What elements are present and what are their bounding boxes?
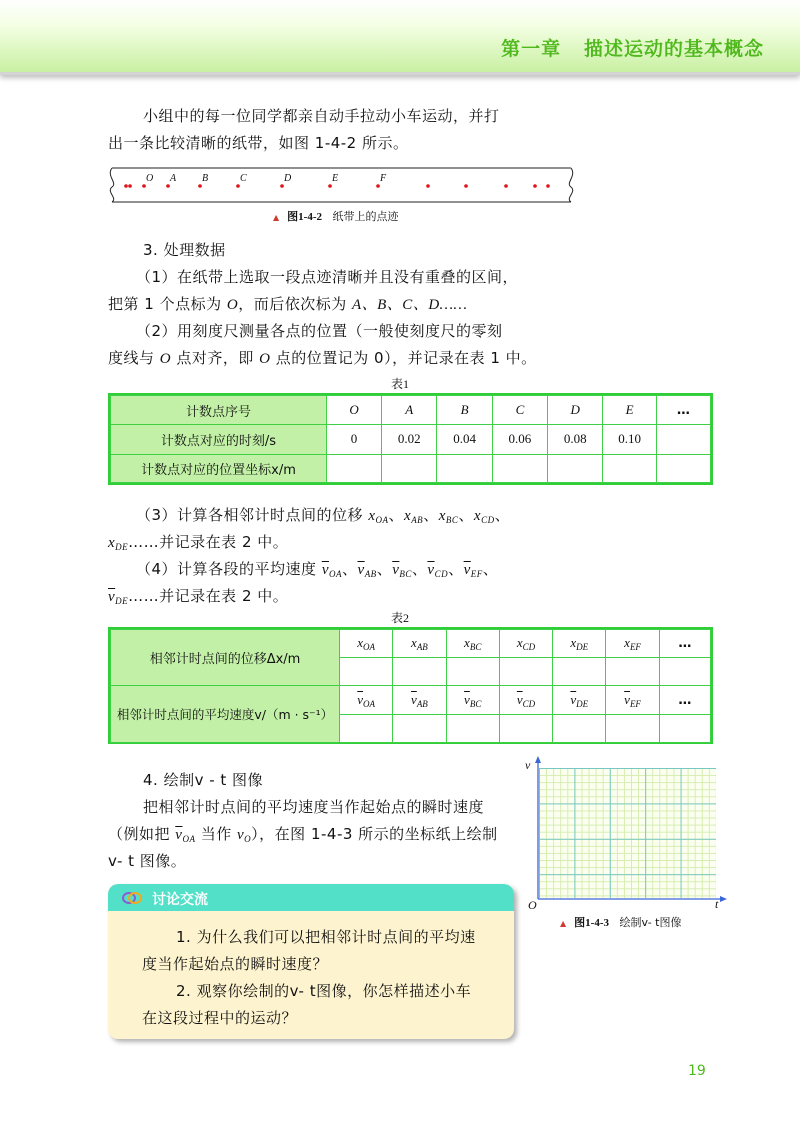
intro-line-1: 小组中的每一位同学都亲自动手拉动小车运动，并打 <box>143 107 500 125</box>
y-axis-label: v <box>525 758 531 772</box>
question-2-line-a: 2. 观察你绘制的v- t图像，你怎样描述小车 <box>176 982 472 1000</box>
page-header <box>0 0 800 75</box>
caption-number: 图1-4-3 <box>574 917 609 929</box>
figure-1-4-2-caption <box>273 208 398 224</box>
tape-dot <box>504 184 508 188</box>
step-3-3-line-a: （3）计算各相邻计时点间的位移 $x_{OA}$、$x_{AB}$、$x_{BC}$、$x_{CD}$、 <box>136 506 511 525</box>
tape-dot <box>124 184 128 188</box>
displacement-cell <box>393 658 446 686</box>
time-D: 0.08 <box>548 425 603 454</box>
displacement-cell <box>446 658 499 686</box>
x-axis-label: t <box>715 897 719 911</box>
chapter-name: 描述运动的基本概念 <box>583 38 764 60</box>
header-v-more: … <box>659 686 710 715</box>
origin-label: O <box>528 898 537 912</box>
tape-label-A: A <box>170 173 177 184</box>
triangle-marker-icon: ▲ <box>273 213 280 222</box>
discussion-title: 讨论交流 <box>152 892 208 908</box>
displacement-cell <box>499 658 552 686</box>
point-D: D <box>548 396 603 425</box>
step-4-line-1: 把相邻计时点间的平均速度当作起始点的瞬时速度 <box>143 798 485 816</box>
tape-label-O: O <box>146 173 154 184</box>
point-A: A <box>382 396 437 425</box>
velocity-cell <box>499 715 552 743</box>
position-cell <box>437 454 492 482</box>
tape-dot <box>142 184 146 188</box>
tape-dot <box>166 184 170 188</box>
time-E: 0.10 <box>603 425 656 454</box>
discussion-header <box>108 884 514 911</box>
question-1-line-b: 度当作起始点的瞬时速度？ <box>142 955 329 973</box>
tape-dot <box>546 184 550 188</box>
step-4-title: 4. 绘制v - t 图像 <box>143 771 264 789</box>
tape-dot <box>426 184 430 188</box>
tape-label-F: F <box>380 173 387 184</box>
caption-number: 图1-4-2 <box>287 211 322 223</box>
row-label-point-index: 计数点序号 <box>111 396 327 425</box>
figure-1-4-3-caption <box>560 914 681 930</box>
step-3-title: 3. 处理数据 <box>143 241 226 259</box>
header-v-OA: $\overline{v}_{OA}$ <box>340 686 393 715</box>
table-2 <box>108 627 713 744</box>
table-2-grid <box>110 629 711 743</box>
velocity-cell <box>340 715 393 743</box>
point-C: C <box>492 396 547 425</box>
displacement-cell <box>606 658 659 686</box>
velocity-cell <box>606 715 659 743</box>
table-1-title: 表1 <box>391 377 410 391</box>
graph-axes <box>522 756 727 912</box>
position-cell <box>327 454 382 482</box>
question-1-line-a: 1. 为什么我们可以把相邻计时点间的平均速 <box>176 928 476 946</box>
tape-label-B: B <box>202 173 209 184</box>
step-4-line-3: v- t 图像。 <box>108 852 187 870</box>
row-label-time: 计数点对应的时刻/s <box>111 425 327 454</box>
position-cell <box>382 454 437 482</box>
header-x-AB: $x_{AB}$ <box>393 630 446 658</box>
header-v-CD: $\overline{v}_{CD}$ <box>499 686 552 715</box>
header-v-DE: $\overline{v}_{DE}$ <box>553 686 606 715</box>
header-x-CD: $x_{CD}$ <box>499 630 552 658</box>
velocity-cell <box>393 715 446 743</box>
tape-label-D: D <box>284 173 292 184</box>
paper-tape-figure <box>108 165 578 207</box>
table-1-grid <box>110 395 711 483</box>
intro-line-2: 出一条比较清晰的纸带，如图 1-4-2 所示。 <box>108 134 409 152</box>
time-A: 0.02 <box>382 425 437 454</box>
velocity-cell <box>659 715 710 743</box>
step-3-2-line-a: （2）用刻度尺测量各点的位置（一般使刻度尺的零刻 <box>136 322 503 340</box>
position-cell <box>548 454 603 482</box>
velocity-cell <box>553 715 606 743</box>
tape-label-C: C <box>240 173 247 184</box>
step-3-1-line-a: （1）在纸带上选取一段点迹清晰并且没有重叠的区间， <box>136 268 519 286</box>
table-1 <box>108 393 713 485</box>
header-x-BC: $x_{BC}$ <box>446 630 499 658</box>
time-C: 0.06 <box>492 425 547 454</box>
tape-label-E: E <box>332 173 339 184</box>
position-cell <box>492 454 547 482</box>
step-3-1-line-b: 把第 1 个点标为 O，而后依次标为 A、B、C、D…… <box>108 295 468 313</box>
tape-dot <box>328 184 332 188</box>
displacement-cell <box>553 658 606 686</box>
point-O: O <box>327 396 382 425</box>
tape-dot <box>198 184 202 188</box>
vt-graph-figure <box>522 756 727 912</box>
time-more <box>656 425 710 454</box>
chapter-number: 第一章 <box>501 38 562 60</box>
tape-dot <box>280 184 284 188</box>
step-3-4-line-a: （4）计算各段的平均速度 $\overline{v}_{OA}$、$\overline{v}_{AB}$、$\overline{v}_{BC}$、$\overline{v}_{CD}$、$\overline{v}_{EF}$、 <box>136 560 499 579</box>
question-2-line-b: 在这段过程中的运动？ <box>142 1009 298 1027</box>
caption-text: 纸带上的点迹 <box>332 210 399 223</box>
discussion-bubbles-icon <box>122 891 142 905</box>
step-4-line-2: （例如把 $\overline{v}_{OA}$ 当作 $v_O$），在图 1-4-3 所示的坐标纸上绘制 <box>108 825 498 844</box>
row-label-position: 计数点对应的位置坐标x/m <box>111 454 327 482</box>
triangle-marker-icon: ▲ <box>560 919 567 928</box>
displacement-cell <box>340 658 393 686</box>
point-B: B <box>437 396 492 425</box>
point-E: E <box>603 396 656 425</box>
velocity-cell <box>446 715 499 743</box>
header-x-OA: $x_{OA}$ <box>340 630 393 658</box>
table-2-title: 表2 <box>391 611 410 625</box>
row-label-average-velocity: 相邻计时点间的平均速度v/（m · s⁻¹） <box>111 686 340 743</box>
header-x-more: … <box>659 630 710 658</box>
tape-dot <box>128 184 132 188</box>
tape-dot <box>376 184 380 188</box>
paper-tape <box>108 165 578 207</box>
time-O: 0 <box>327 425 382 454</box>
displacement-cell <box>659 658 710 686</box>
tape-dot <box>464 184 468 188</box>
row-label-displacement: 相邻计时点间的位移Δx/m <box>111 630 340 686</box>
step-3-2-line-b: 度线与 O 点对齐，即 O 点的位置记为 0），并记录在表 1 中。 <box>108 349 537 367</box>
header-v-AB: $\overline{v}_{AB}$ <box>393 686 446 715</box>
header-x-DE: $x_{DE}$ <box>553 630 606 658</box>
discussion-box <box>108 884 514 1039</box>
page-number: 19 <box>688 1063 706 1079</box>
header-x-EF: $x_{EF}$ <box>606 630 659 658</box>
position-cell <box>656 454 710 482</box>
header-v-BC: $\overline{v}_{BC}$ <box>446 686 499 715</box>
point-more: … <box>656 396 710 425</box>
step-3-4-line-b: $\overline{v}_{DE}\dots\dots$并记录在表 2 中。 <box>108 587 289 606</box>
tape-dot <box>236 184 240 188</box>
caption-text: 绘制v- t图像 <box>619 916 682 929</box>
position-cell <box>603 454 656 482</box>
chapter-title <box>501 34 764 61</box>
header-v-EF: $\overline{v}_{EF}$ <box>606 686 659 715</box>
time-B: 0.04 <box>437 425 492 454</box>
step-3-3-line-b: $x_{DE}\dots\dots$并记录在表 2 中。 <box>108 533 289 552</box>
tape-dot <box>533 184 537 188</box>
